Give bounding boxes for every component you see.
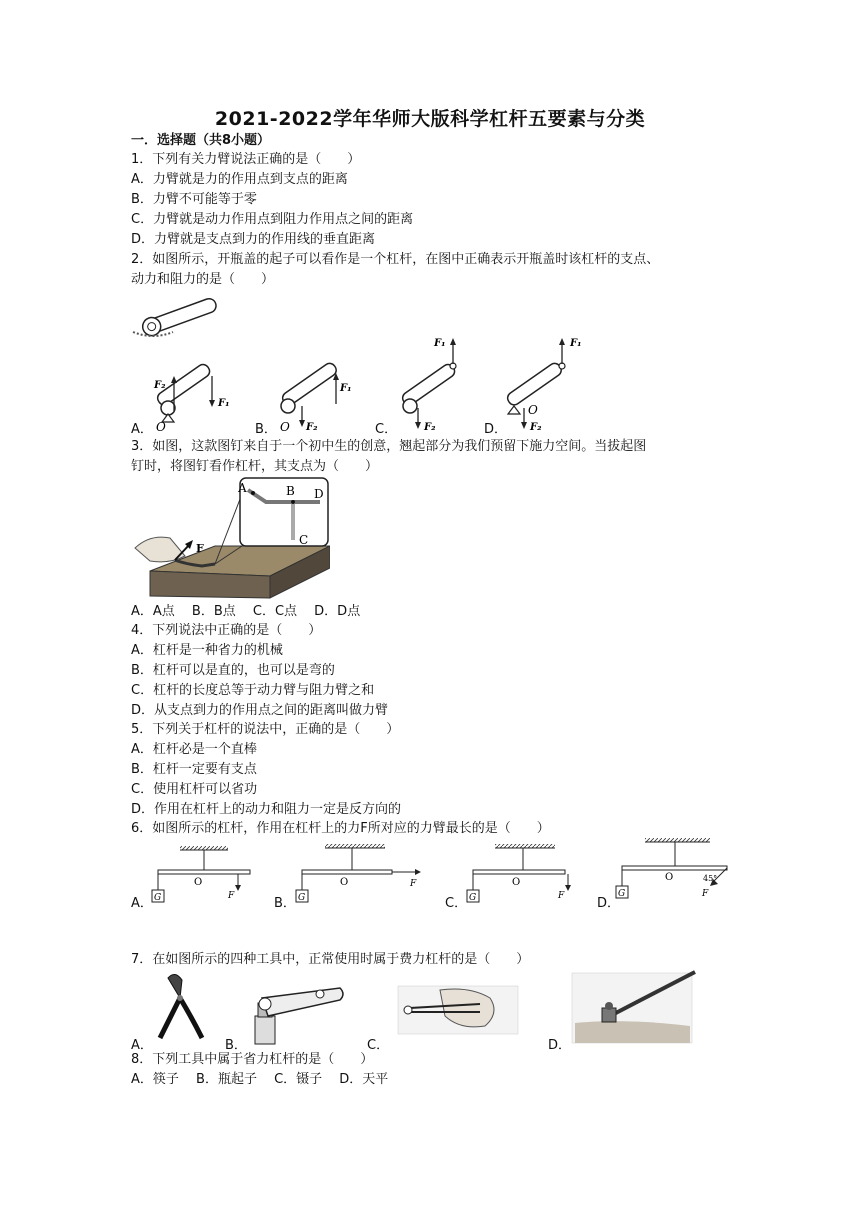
q1-stem: 1．下列有关力臂说法正确的是（ ） [131,152,361,167]
q2c-f1-label: F₁ [434,338,446,349]
q4-stem: 4．下列说法中正确的是（ ） [131,623,322,638]
q6d-g-label: G [618,889,626,899]
q2-stem-line1: 2．如图所示，开瓶盖的起子可以看作是一个杠杆，在图中正确表示开瓶盖时该杠杆的支点、 [131,252,660,267]
q6-options-figure [130,838,735,908]
q4-option-c: C．杠杆的长度总等于动力臂与阻力臂之和 [131,683,375,698]
crowbar-icon [572,972,695,1043]
q6-stem: 6．如图所示的杠杆，作用在杠杆上的力F所对应的力臂最长的是（ ） [131,821,550,836]
q6-label-a: A． [131,896,153,911]
q6a-o-label: O [194,877,203,888]
q2b-pivot-label: O [280,420,290,434]
q6c-g-label: G [469,893,477,903]
q7-tools-figure [140,968,700,1046]
bottle-opener-figure [128,292,228,342]
q2-figure-d [505,338,581,433]
tweezers-icon [398,986,518,1034]
q3-stem-line2: 钉时，将图钉看作杠杆，其支点为（ ） [131,459,379,474]
q6-figure-b [296,844,421,903]
q2a-f1-label: F₁ [218,398,230,409]
q6c-o-label: O [512,877,521,888]
q2b-f2-label: F₂ [306,422,318,433]
q2c-f2-label: F₂ [424,422,436,433]
q2-label-a: A． [131,422,153,437]
q3-stem-line1: 3．如图，这款图钉来自于一个初中生的创意，翘起部分为我们预留下施力空间。当拔起图 [131,439,647,454]
q5-option-c: C．使用杠杆可以省功 [131,782,258,797]
q7-label-b: B． [225,1038,247,1053]
q4-option-d: D．从支点到力的作用点之间的距离叫做力臂 [131,703,389,718]
q7-label-c: C． [367,1038,390,1053]
q6b-o-label: O [340,877,349,888]
q1-option-b: B．力臂不可能等于零 [131,192,257,207]
q8-options: A．筷子 B．瓶起子 C．镊子 D．天平 [131,1072,389,1087]
q7-stem: 7．在如图所示的四种工具中，正常使用时属于费力杠杆的是（ ） [131,952,530,967]
q3-label-a: A [238,481,247,495]
section-heading: 一．选择题（共8小题） [131,133,271,148]
q2-stem-line2: 动力和阻力的是（ ） [131,272,275,287]
q5-option-a: A．杠杆必是一个直棒 [131,742,257,757]
q2d-f1-label: F₁ [570,338,582,349]
q3-label-d: D [314,487,324,501]
q2-label-c: C． [375,422,398,437]
q6-figure-d [616,838,727,899]
q2-label-d: D． [484,422,508,437]
q2a-f2-label: F₂ [154,380,166,391]
q3-label-b: B [286,484,295,498]
q2-figure-c [400,338,457,433]
q1-option-c: C．力臂就是动力作用点到阻力作用点之间的距离 [131,212,414,227]
q6b-g-label: G [298,893,306,903]
q3-label-c: C [299,533,309,547]
page-title: 2021-2022学年华师大版科学杠杆五要素与分类 [214,108,646,130]
q1-option-d: D．力臂就是支点到力的作用线的垂直距离 [131,232,376,247]
q6a-f-label: F [228,891,235,901]
q2b-f1-label: F₁ [340,383,352,394]
q5-option-d: D．作用在杠杆上的动力和阻力一定是反方向的 [131,802,402,817]
q2a-pivot-label: O [156,420,166,434]
q6b-f-label: F [410,879,417,889]
q6c-f-label: F [558,891,565,901]
q6-label-b: B． [274,896,296,911]
q6d-angle-label: 45° [703,874,718,883]
q2-figure-a [153,362,229,434]
q6-figure-c [467,844,571,903]
q6d-f-label: F [702,889,709,899]
q4-option-b: B．杠杆可以是直的，也可以是弯的 [131,663,335,678]
q7-label-d: D． [548,1038,572,1053]
q6-label-d: D． [597,896,621,911]
pliers-icon [160,974,202,1038]
q2-options-figure [128,336,748,436]
q1-option-a: A．力臂就是力的作用点到支点的距离 [131,172,348,187]
q2d-pivot-label: O [528,403,538,417]
q5-option-b: B．杠杆一定要有支点 [131,762,257,777]
q8-stem: 8．下列工具中属于省力杠杆的是（ ） [131,1052,374,1067]
q2-figure-b [280,361,351,434]
q4-option-a: A．杠杆是一种省力的机械 [131,643,283,658]
q7-label-a: A． [131,1038,153,1053]
q2-label-b: B． [255,422,277,437]
q3-options: A．A点 B．B点 C．C点 D．D点 [131,604,361,619]
pushpin-figure [130,476,330,600]
q6a-g-label: G [154,893,162,903]
bottle-opener-icon [255,988,343,1044]
q6d-o-label: O [665,872,674,883]
q5-stem: 5．下列关于杠杆的说法中，正确的是（ ） [131,722,400,737]
q2d-f2-label: F₂ [530,422,542,433]
q6-label-c: C． [445,896,468,911]
q6-figure-a [152,846,250,903]
q3-force-label: F [196,542,204,555]
